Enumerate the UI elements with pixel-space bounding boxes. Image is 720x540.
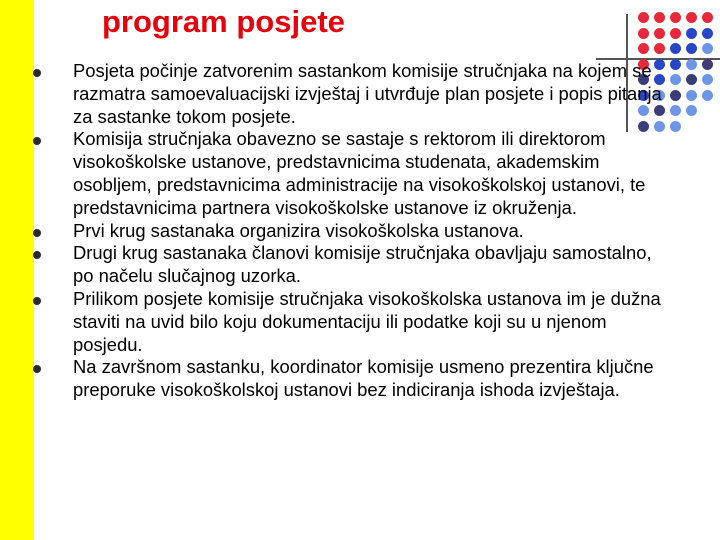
bullet-item-3: Prvi krug sastanaka organizira visokoškolska ustanova. <box>73 219 524 241</box>
decorative-dot <box>638 28 649 39</box>
decorative-dot <box>686 90 697 101</box>
slide-title: program posjete <box>102 4 345 39</box>
bullet-marker <box>33 251 41 259</box>
decorative-dot <box>654 43 665 54</box>
decorative-dot <box>686 12 697 23</box>
bullet-marker <box>33 365 41 373</box>
decorative-dot <box>686 59 697 70</box>
decorative-dot <box>702 43 713 54</box>
decorative-dot <box>670 12 681 23</box>
decorative-dot <box>702 28 713 39</box>
bullet-item-2: Komisija stručnjaka obavezno se sastaje s rektorom ili direktorom visokoškolske ustanove, predstavnicima studenata, akademskim osobljem, predstavnicima administracije na visokoškolskoj ustanovi, te predstavnicima partnera visokoškolske ustanove iz okruženja. <box>73 128 646 218</box>
bullet-marker <box>33 137 41 145</box>
decorative-dot <box>686 74 697 85</box>
decorative-dot <box>686 43 697 54</box>
bullet-item-4: Drugi krug sastanaka članovi komisije stručnjaka obavljaju samostalno, po načelu slučajnog uzorka. <box>73 242 652 287</box>
bullet-item-5: Prilikom posjete komisije stručnjaka visokoškolska ustanova im je dužna staviti na uvid bilo koju dokumentaciju ili podatke koji su u njenom posjedu. <box>73 287 661 355</box>
decorative-dot <box>670 43 681 54</box>
left-accent-bar <box>0 0 34 540</box>
bullet-item-1: Posjeta počinje zatvorenim sastankom komisije stručnjaka na kojem se razmatra samoevaluacijski izvještaj i utvrđuje plan posjete i popis pitanja za sastanke tokom posjete. <box>73 60 662 127</box>
decorative-dot <box>638 12 649 23</box>
decorative-dot <box>686 105 697 116</box>
bullet-marker <box>33 69 41 77</box>
bullet-marker <box>33 229 41 237</box>
decorative-dot <box>654 28 665 39</box>
bullet-list <box>73 60 673 402</box>
bullet-marker <box>33 297 41 305</box>
decorative-dot <box>654 12 665 23</box>
decorative-dot <box>638 43 649 54</box>
decorative-dot <box>702 59 713 70</box>
decorative-dot <box>670 28 681 39</box>
bullet-item-6: Na završnom sastanku, koordinator komisije usmeno prezentira ključne preporuke visokoškolskoj ustanovi bez indiciranja ishoda izvještaja. <box>73 356 654 401</box>
decorative-dot <box>702 12 713 23</box>
decorative-dot <box>702 74 713 85</box>
decorative-dot <box>686 28 697 39</box>
decorative-dot <box>702 90 713 101</box>
